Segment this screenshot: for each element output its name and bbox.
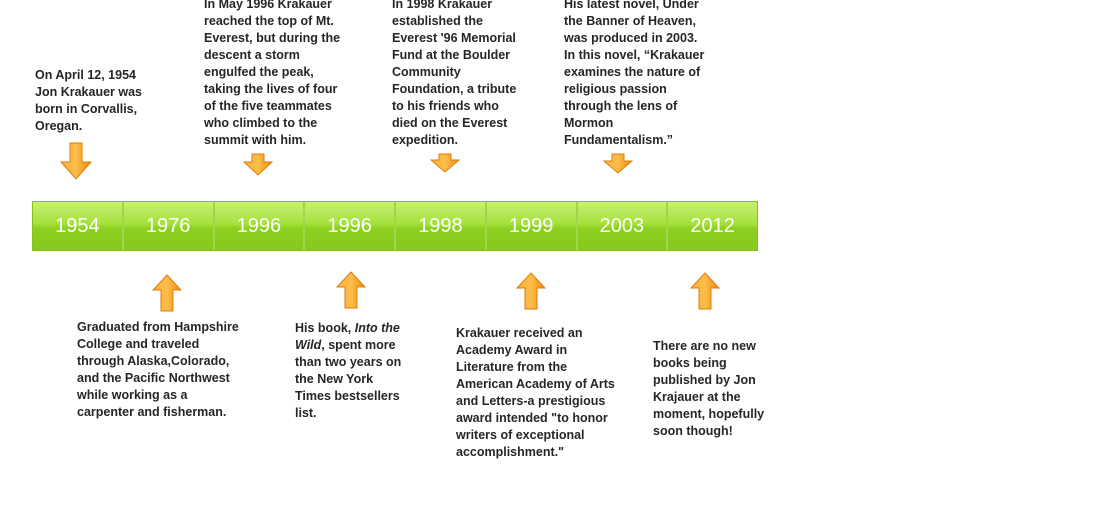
year-1996-everest: 1996 <box>215 202 306 250</box>
book-title: Into the Wild <box>295 321 400 352</box>
event-1998-note: In 1998 Krakauer established the Everest '96 Memorial Fund at the Boulder Community Foundation, a tribute to his friends who died on the Everest expedition. <box>392 0 517 147</box>
up-arrow-icon <box>690 272 720 310</box>
book-note-prefix: His book, <box>295 321 355 335</box>
timeline-bar <box>32 201 758 251</box>
year-1999: 1999 <box>487 202 578 250</box>
down-arrow-icon <box>243 153 273 176</box>
year-2012: 2012 <box>668 202 757 250</box>
event-2012-note: There are no new books being published by Jon Krajauer at the moment, hopefully soon though! <box>653 339 765 438</box>
event-2003-note: His latest novel, Under the Banner of Heaven, was produced in 2003. In this novel, “Krakauer examines the nature of religious passion through the lens of Mormon Fundamentalism.” <box>564 0 705 147</box>
book-note-rest: , spent more than two years on the New York Times bestsellers list. <box>295 338 402 420</box>
event-1976-note: Graduated from Hampshire College and traveled through Alaska,Colorado, and the Pacific Northwest while working as a carpenter and fisherman. <box>77 320 239 419</box>
up-arrow-icon <box>336 271 366 309</box>
event-1999-note: Krakauer received an Academy Award in Literature from the American Academy of Arts and Letters-a prestigious award intended "to honor writers of exceptional accomplishment." <box>456 326 615 459</box>
event-1996-everest-note: In May 1996 Krakauer reached the top of Mt. Everest, but during the descent a storm engulfed the peak, taking the lives of four of the five teammates who climbed to the summit with him. <box>204 0 341 147</box>
up-arrow-icon <box>152 274 182 312</box>
event-1954-note: On April 12, 1954 Jon Krakauer was born in Corvallis, Oregan. <box>35 68 142 133</box>
year-1996-book: 1996 <box>305 202 396 250</box>
down-arrow-icon <box>60 142 92 180</box>
year-2003: 2003 <box>578 202 669 250</box>
down-arrow-icon <box>430 153 460 173</box>
year-1976: 1976 <box>124 202 215 250</box>
down-arrow-icon <box>603 153 633 174</box>
up-arrow-icon <box>516 272 546 310</box>
event-1996-book-note <box>295 320 401 422</box>
year-1954: 1954 <box>33 202 124 250</box>
year-1998: 1998 <box>396 202 487 250</box>
